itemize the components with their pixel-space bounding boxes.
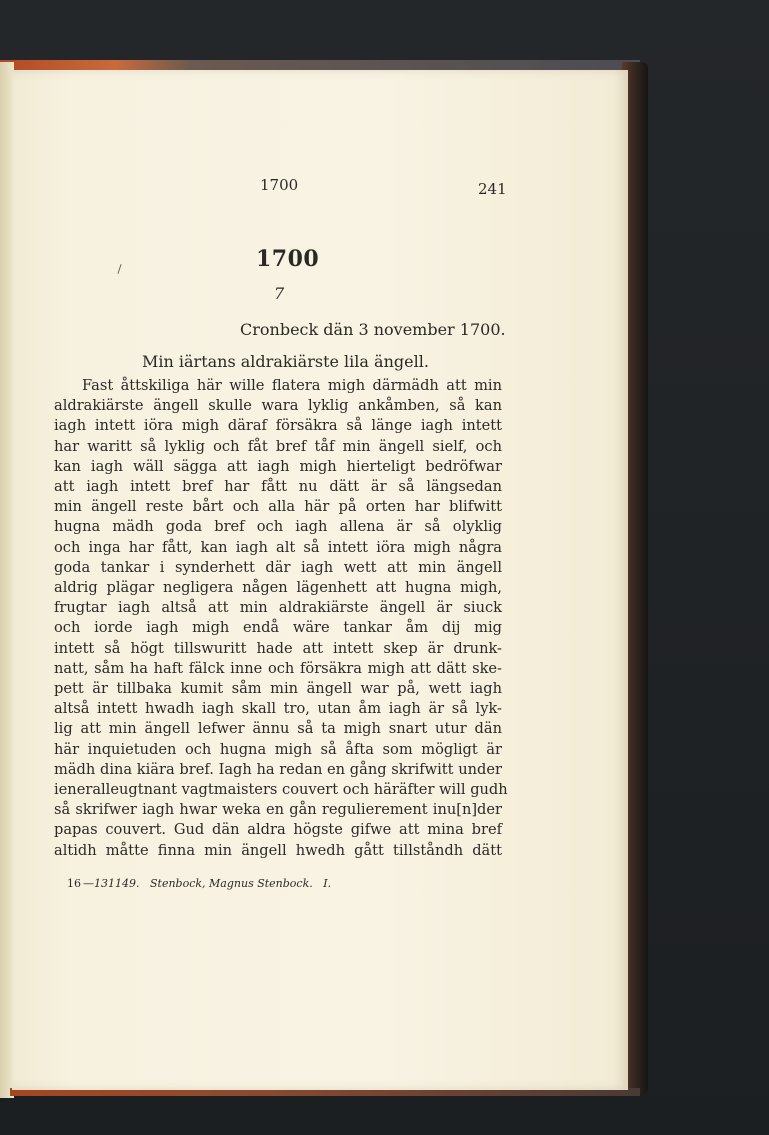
book-page bbox=[12, 70, 628, 1090]
text-line: iagh intett iöra migh däraf försäkra så länge iagh intett bbox=[54, 417, 502, 435]
text-line: goda tankar i synderhett där iagh wett att min ängell bbox=[54, 558, 502, 576]
page-number: 241 bbox=[478, 180, 507, 198]
text-line: aldrig plägar negligera någen lägenhett att hugna migh, bbox=[54, 579, 502, 597]
letter-salutation: Min iärtans aldrakiärste lila ängell. bbox=[142, 352, 429, 371]
stray-mark bbox=[117, 264, 121, 274]
text-line: här inquietuden och hugna migh så åfta som mögligt är bbox=[54, 740, 502, 758]
text-line: har waritt så lyklig och fåt bref tåf min ängell sielf, och bbox=[54, 437, 502, 455]
text-line: så skrifwer iagh hwar weka en gån regulierement inu[n]der bbox=[54, 801, 502, 819]
page-footer bbox=[67, 877, 331, 890]
letter-year-heading: 1700 bbox=[256, 246, 320, 272]
text-line: min ängell reste bårt och alla här på orten har blifwitt bbox=[54, 498, 502, 516]
text-line: Fast åttskiliga här wille flatera migh därmädh att min bbox=[82, 377, 502, 394]
letter-body bbox=[54, 376, 508, 861]
footer-author: Stenbock, Magnus Stenbock. bbox=[150, 877, 313, 890]
text-line: kan iagh wäll sägga att iagh migh hierteligt bedröfwar bbox=[54, 457, 502, 475]
text-line: aldrakiärste ängell skulle wara lyklig ankåmben, så kan bbox=[54, 397, 502, 415]
print-code: 131149. bbox=[94, 877, 140, 890]
letter-number: 7 bbox=[274, 284, 285, 303]
text-line: natt, såm ha haft fälck inne och försäkra migh att dätt ske- bbox=[54, 659, 502, 677]
text-line: och iorde iagh migh endå wäre tankar åm dij mig bbox=[54, 619, 502, 637]
sheet-number: 16 bbox=[67, 877, 81, 890]
text-line: intett så högt tillswuritt hade att intett skep är drunk- bbox=[54, 639, 502, 657]
letter-dateline: Cronbeck dän 3 november 1700. bbox=[240, 320, 506, 339]
text-line: mädh dina kiära bref. Iagh ha redan en gång skrifwitt under bbox=[54, 760, 502, 778]
text-line: hugna mädh goda bref och iagh allena är så olyklig bbox=[54, 518, 502, 536]
text-line: att iagh intett bref har fått nu dätt är så längsedan bbox=[54, 478, 502, 496]
text-line: ieneralleugtnant vagtmaisters couvert och häräfter will gudh bbox=[54, 781, 508, 799]
running-head: 1700 bbox=[260, 176, 299, 194]
text-line: pett är tillbaka kumit såm min ängell war på, wett iagh bbox=[54, 680, 502, 698]
text-line: altidh måtte finna min ängell hwedh gått tillståndh dätt bbox=[54, 841, 502, 859]
text-line: och inga har fått, kan iagh alt så intett iöra migh några bbox=[54, 538, 502, 556]
footer-dash: — bbox=[83, 877, 94, 890]
text-line: altså intett hwadh iagh skall tro, utan åm iagh är så lyk- bbox=[54, 700, 502, 718]
footer-signature: I. bbox=[323, 877, 332, 890]
text-line: lig att min ängell lefwer ännu så ta migh snart utur dän bbox=[54, 720, 502, 738]
text-line: papas couvert. Gud dän aldra högste gifwe att mina bref bbox=[54, 821, 502, 839]
text-line: frugtar iagh altså att min aldrakiärste ängell är siuck bbox=[54, 599, 502, 617]
